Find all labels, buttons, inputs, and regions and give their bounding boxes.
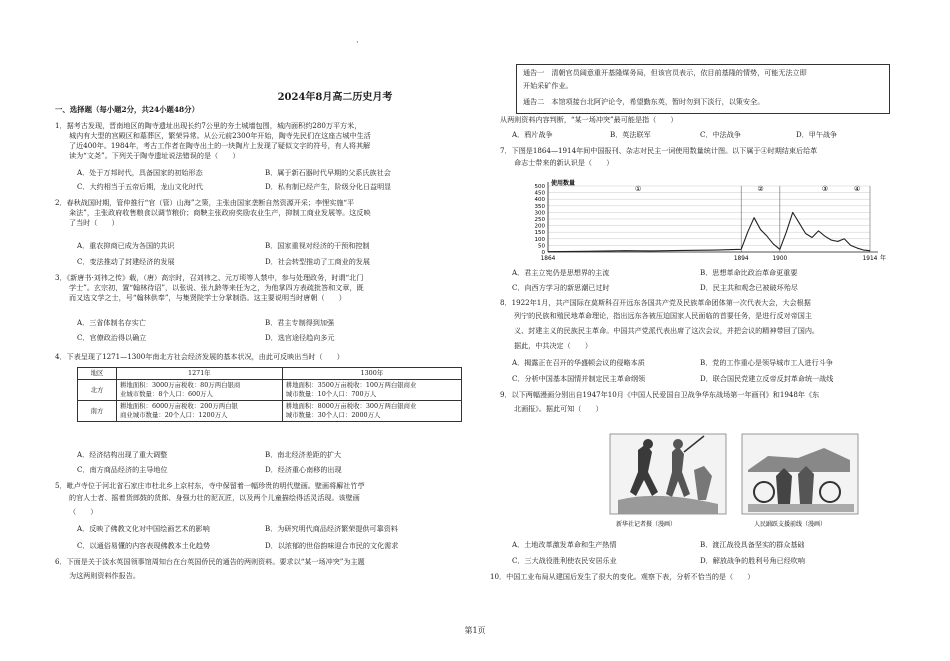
y-tick-label: 150 [534,230,545,237]
q5-option: D．以浓郁的世俗韵味迎合市民的文化需求 [265,541,399,550]
y-tick-label: 250 [534,217,545,223]
q1-line: 读为“文尧”。下列关于陶寺遗址说法错误的是（ ） [69,151,240,160]
table-cell: 北方 [78,380,117,401]
y-tick-label: 0 [541,250,545,256]
q8-option: D．联合国民党建立反帝反封革命统一战线 [700,374,834,383]
q10-line: 10．中国工业布局从建国后发生了很大的变化。观察下表，分析不恰当的是（ ） [490,572,755,581]
q9-option: C．三大战役胜利使农民安居乐业 [512,556,617,565]
y-tick-label: 350 [534,203,545,210]
q5-line: 5．毗卢寺位于河北省石家庄市杜北乡上京村东，寺中保留着一幅珍贵的明代壁画。壁画将廨社竹苧 [55,481,365,490]
table-cell: 耕地面积：3500万亩税收：100万两白银商业 城市数量：10个人口：700万人 [282,380,461,401]
q9-line: 9．以下两幅漫画分别出自1947年10月《中国人民爱国自卫战争华东战场第一年画刊》和1948年《东 [500,390,820,399]
period-marker: ④ [853,185,861,193]
q1-line: 城内有大型的宫殿区和墓葬区，繁荣异常。从公元前2300年开始，陶寺先民们在这座古城中生活 [69,131,371,140]
page-dot: · [356,38,359,47]
cartoon-pair [608,430,860,530]
notice-box [516,64,890,114]
democracy-usage-chart [518,178,886,264]
q4-option: C．南方商品经济的主导地位 [77,465,168,474]
q2-option: D．社会转型推动了工商业的发展 [265,257,370,266]
y-tick-label: 100 [534,236,545,243]
q1-line: 了近400年。1984年，考古工作者在陶寺出土的一块陶片上发现了疑似文字的符号，有人将其解 [69,141,371,150]
economy-table [77,367,462,422]
table-row [78,380,462,401]
q6-option: C．中法战争 [700,130,741,139]
table-header: 1300年 [282,368,461,380]
notice-line: 通告二 本馆项接台北阿沪论令，希望勤东英，暂时勿到下淡行，以策安全。 [523,97,765,106]
q6-line: 为这两则资料作报告。 [69,571,140,580]
q2-line: 了当时（ ） [69,218,119,227]
q3-line: 学士”。玄宗初，置“翰林待诏”，以张说、张九龄等来任为之，为他掌四方表疏批答和文章，既 [69,283,364,292]
x-axis-unit: 年 [880,255,886,262]
q6-tail: 从两则资料内容判断，“某一场冲突”最可能是指（ ） [500,115,678,124]
q7-option: A．君主立宪仍是思想界的主流 [512,268,610,277]
q6-line: 6．下面是关于淡水英国领事馆周知台在台英国侨民的通告的两则资料。要求以“某一场冲突”为主题 [55,557,365,566]
table-row [78,401,462,422]
period-marker: ① [635,185,642,193]
q1-option: D．私有制已经产生，阶级分化日益明显 [265,182,392,191]
x-tick-label: 1894 [733,256,749,262]
q3-option: D．选官途径趋向多元 [265,333,335,342]
y-tick-label: 200 [534,223,545,230]
q5-line: 的官人士者、摇着货郎鼓的货郎、身强力壮的泥瓦匠，以及两个儿童描绘得活灵活现。该壁画 [69,493,360,502]
y-tick-label: 300 [534,210,545,217]
q6-option: D．甲午战争 [796,130,838,139]
cartoon-left [610,434,726,514]
q9-option: B．渡江战役具备坚实的群众基础 [700,540,805,549]
q3-option: B．君主专制得到加强 [265,318,335,327]
q5-option: A．反映了佛教文化对中国绘画艺术的影响 [77,524,210,533]
q7-line: 命志士带来的新认识是（ ） [514,158,614,167]
q8-line: 据此，中共决定（ ） [514,341,593,350]
y-tick-label: 500 [534,184,545,190]
y-tick-label: 400 [534,197,545,204]
q2-option: A．重农抑商已成为各国的共识 [77,241,175,250]
q1-option: A．处于万邦时代，具备国家的初始形态 [77,168,203,177]
q9-option: D．解放战争的胜利号角已经吹响 [700,556,805,565]
x-tick-label: 1864 [540,256,556,262]
table-cell: 南方 [78,401,117,422]
q8-option: A．揭露正在召开的华盛顿会议的侵略本质 [512,358,645,367]
q4-option: D．经济重心南移的出现 [265,465,342,474]
q3-option: A．三省体制名存实亡 [77,318,146,327]
q3-line: 而又选文学之士，号“翰林供奉”，与集贤院学士分掌制诰。这主要说明当时唐朝（ ） [69,293,346,302]
q9-line: 北画报》。据此可知（ ） [514,404,603,413]
q1-option: B．属于新石器时代早期的父系氏族社会 [265,168,391,177]
q8-option: B．党的工作重心是领导城市工人进行斗争 [700,358,833,367]
q2-line: 籴法”，主张政府收售粮食以调节粮价；商鞅主张政府奖励农业生产，抑制工商业发展等。这反映 [69,208,371,217]
cartoon-caption: 新华社记者摄（漫画） [616,521,677,528]
table-header: 1271年 [117,368,283,380]
x-tick-label: 1900 [772,256,788,262]
y-axis-label: 使用数量 [551,180,576,187]
cartoon-caption: 人民踊跃支援前线（漫画） [754,521,827,528]
q5-option: B．为研究明代商品经济繁荣提供可靠资料 [265,524,398,533]
section-heading: 一、选择题（每小题2分，共24小题48分） [55,105,199,114]
table-cell: 耕地面积：3000万亩税收：80万两白银商 业城市数量：8个人口：600万人 [117,380,283,401]
table-header: 地区 [78,368,117,380]
period-marker: ② [757,185,764,193]
y-tick-label: 50 [538,243,545,250]
q7-option: B．思想革命比政治革命更重要 [700,268,798,277]
q9-option: A．土地改革激发革命和生产热情 [512,540,617,549]
q6-option: B．英法联军 [610,130,651,139]
q8-line: 列宁的民族和殖民地革命理论，指出远东各被压迫国家人民面临的首要任务，是进行反对帝国主 [514,311,812,320]
q7-option: D．民主共和观念已被破坏殆尽 [700,283,798,292]
q3-line: 3．《新唐书·刘祎之传》载，（唐）高宗时，召刘祎之、元万顷等人禁中，参与处理政务，时谓“北门 [55,273,364,282]
cartoon-right [742,434,858,514]
q4-option: B．南北经济差距的扩大 [265,450,342,459]
q4-line: 4．下表呈现了1271—1300年南北方社会经济发展的基本状况，由此可反映出当时（ ） [55,352,344,361]
q7-line: 7．下图是1864—1914年间中国报刊、杂志对民主一词使用数量统计图。以下属于④时期结束后给革 [500,146,818,155]
q6-option: A．鸦片战争 [512,130,553,139]
q1-line: 1．据考古发现，晋南地区的陶寺遗址出现长约7公里的夯土城墙包围，城内面积约280万平方米， [55,121,362,130]
q7-option: C．向西方学习的新思潮已过时 [512,283,610,292]
q5-line: （ ） [69,507,98,516]
x-tick-label: 1914 [862,256,878,262]
table-cell: 耕地面积：6000万亩税收：200万两白银 商业城市数量：20个人口：1200万人 [117,401,283,422]
q2-option: B．国家重视对经济的干预和控制 [265,241,370,250]
period-marker: ③ [821,185,829,193]
page-number: 第1页 [464,626,486,635]
q8-line: 义、封建主义的民族民主革命。中国共产党派代表出席了这次会议，并把会议的精神带回了国内。 [514,326,820,335]
table-cell: 耕地面积：8000万亩税收：300万两白银商业 城市数量：30个人口：2000万人 [282,401,461,422]
q8-option: C．分析中国基本国情并制定民主革命纲领 [512,374,646,383]
q1-option: C．大约相当于五帝后期，龙山文化时代 [77,182,204,191]
notice-line: 通告一 清朝官员阔意重开基隆煤务局，但该官员表示，依目前基隆的情势，可能无法立即 [523,68,807,77]
q5-option: C．以通俗易懂的内容表现佛教本土化趋势 [77,541,211,550]
q8-line: 8．1922年1月，共产国际在莫斯科召开远东各国共产党及民族革命团体第一次代表大会，大会根据 [500,298,811,307]
q4-option: A．经济结构出现了重大调整 [77,450,168,459]
y-tick-label: 450 [534,190,545,197]
q3-option: C．官僚政治得以确立 [77,333,147,342]
q2-option: C．变法推动了封建经济的发展 [77,257,175,266]
notice-line: 开始采矿作业。 [523,81,573,90]
q2-line: 2．春秋战国时期，管仲推行“官（管）山海”之策，主张由国家垄断自然资源开采；李悝实施“平 [55,198,355,207]
exam-title: 2024年8月高二历史月考 [277,92,393,103]
